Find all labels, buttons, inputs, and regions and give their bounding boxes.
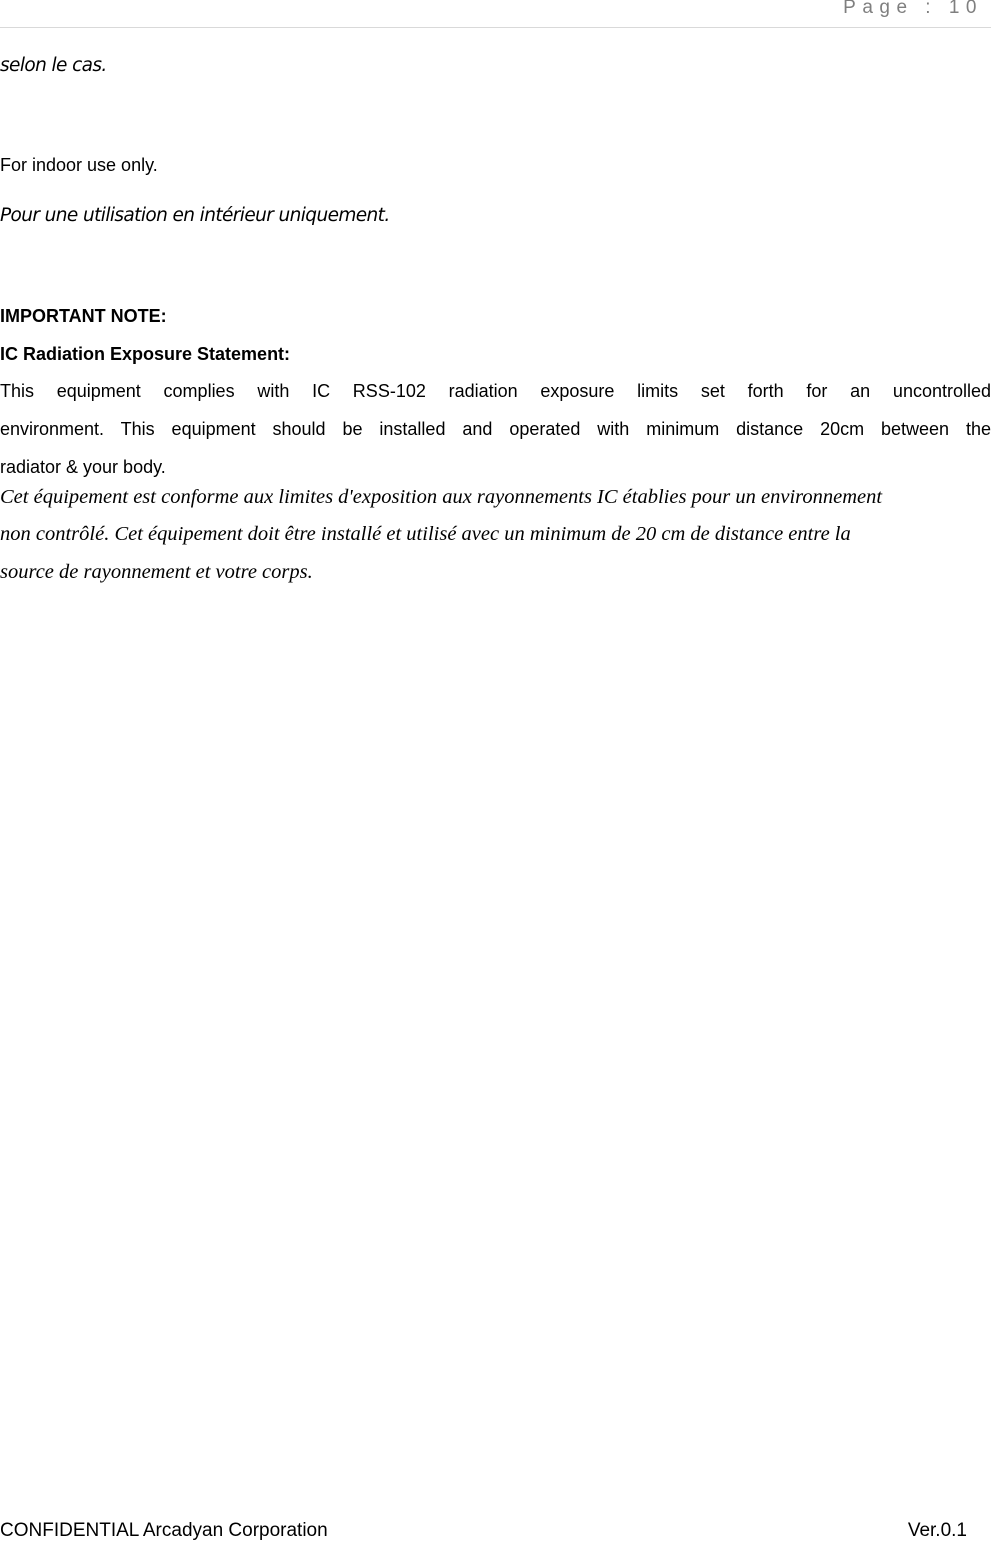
ic-statement-heading: IC Radiation Exposure Statement: [0, 344, 291, 364]
ic-french-line-3: source de rayonnement et votre corps. [0, 561, 313, 583]
important-note-heading: IMPORTANT NOTE: [0, 306, 167, 326]
footer-confidential: CONFIDENTIAL Arcadyan Corporation [0, 1520, 328, 1541]
ic-french-line-2: non contrôlé. Cet équipement doit être installé et utilisé avec un minimum de 20 cm de distance entre la [0, 523, 851, 545]
ic-french-line-1: Cet équipement est conforme aux limites d'exposition aux rayonnements IC établies pour un environnement [0, 486, 883, 508]
indoor-use-english: For indoor use only. [0, 155, 158, 175]
footer-version: Ver.0.1 [907, 1520, 967, 1541]
ic-english-line-1: This equipment complies with IC RSS-102 radiation exposure limits set forth for an uncontrolled [0, 381, 991, 401]
french-continuation-text: selon le cas. [0, 55, 107, 76]
page-number: Page : 10 [843, 0, 983, 18]
indoor-use-french: Pour une utilisation en intérieur uniquement. [0, 205, 390, 226]
page-header [0, 0, 991, 28]
ic-english-line-2: environment. This equipment should be installed and operated with minimum distance 20cm between the [0, 419, 991, 439]
ic-english-line-3: radiator & your body. [0, 457, 166, 477]
